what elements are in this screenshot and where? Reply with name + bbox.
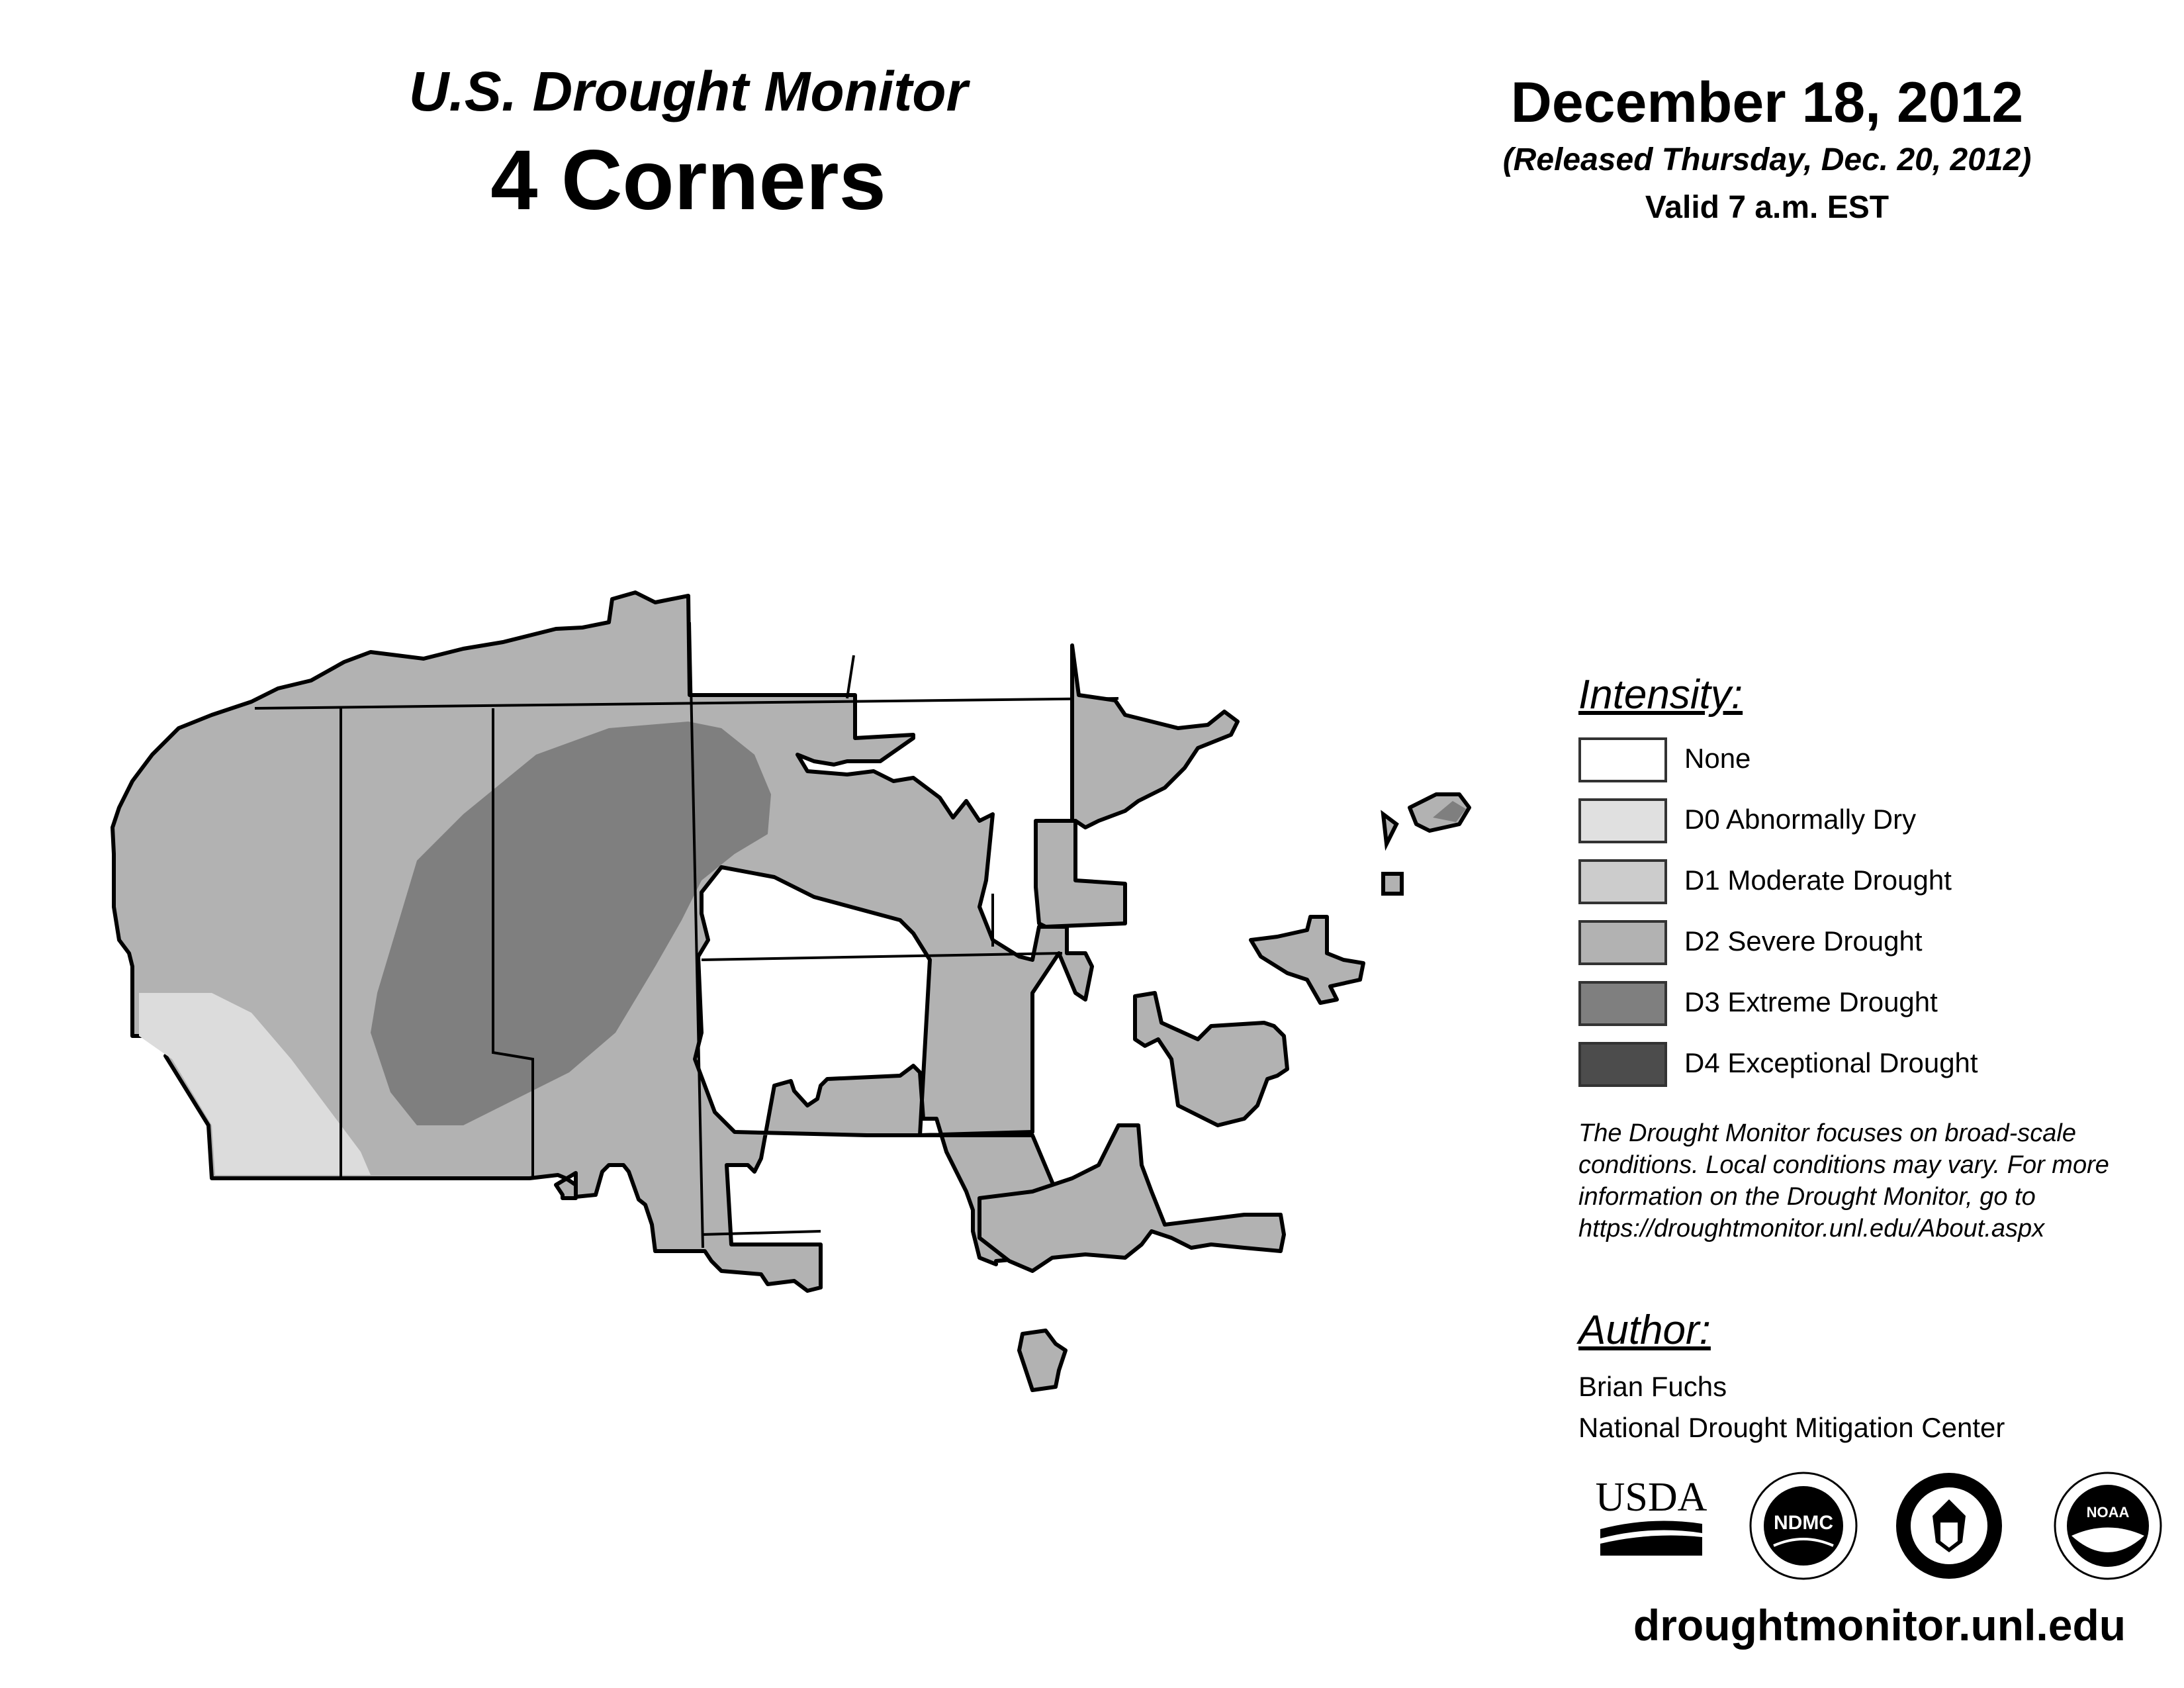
author-name: Brian Fuchs bbox=[1578, 1371, 1727, 1402]
ndmc-logo-text: NDMC bbox=[1774, 1512, 1833, 1534]
legend-item-d0 bbox=[1578, 793, 2174, 854]
legend-item-d4 bbox=[1578, 1037, 2174, 1098]
legend-swatch bbox=[1578, 737, 1667, 782]
ndmc-logo bbox=[1747, 1470, 1860, 1582]
partner-logos bbox=[1582, 1470, 2177, 1595]
valid-date: December 18, 2012 bbox=[1510, 71, 2024, 134]
valid-time: Valid 7 a.m. EST bbox=[1645, 190, 1889, 225]
release-date: (Released Thursday, Dec. 20, 2012) bbox=[1502, 142, 2032, 177]
legend-item-d1 bbox=[1578, 854, 2174, 915]
legend bbox=[1578, 669, 2174, 1098]
legend-label: D3 Extreme Drought bbox=[1684, 986, 1938, 1017]
note-url[interactable]: https://droughtmonitor.unl.edu/About.aspx bbox=[1578, 1215, 2045, 1243]
legend-swatch bbox=[1578, 1042, 1667, 1087]
note-line: information on the Drought Monitor, go to bbox=[1578, 1183, 2036, 1211]
legend-label: None bbox=[1684, 743, 1751, 774]
author-heading: Author: bbox=[1578, 1307, 1711, 1353]
author-block bbox=[1578, 1304, 2174, 1448]
legend-label: D0 Abnormally Dry bbox=[1684, 804, 1917, 835]
map-title: 4 Corners bbox=[490, 133, 886, 228]
map-subtitle: U.S. Drought Monitor bbox=[408, 60, 968, 122]
legend-label: D2 Severe Drought bbox=[1684, 925, 1923, 957]
website-link[interactable]: droughtmonitor.unl.edu bbox=[1633, 1601, 2126, 1650]
legend-swatch bbox=[1578, 920, 1667, 965]
usda-logo-text: USDA bbox=[1595, 1475, 1707, 1520]
commerce-seal-logo bbox=[1893, 1470, 2005, 1582]
region-south-island bbox=[1019, 1331, 1066, 1390]
region-ne-sliver bbox=[1383, 814, 1396, 844]
region-ne-islands-a bbox=[1251, 917, 1363, 1003]
author-org: National Drought Mitigation Center bbox=[1578, 1412, 2005, 1443]
usda-logo bbox=[1595, 1470, 1707, 1569]
legend-item-none bbox=[1578, 732, 2174, 793]
legend-item-d3 bbox=[1578, 976, 2174, 1037]
legend-item-d2 bbox=[1578, 915, 2174, 976]
legend-label: D4 Exceptional Drought bbox=[1684, 1047, 1978, 1078]
legend-swatch bbox=[1578, 859, 1667, 904]
legend-swatch bbox=[1578, 798, 1667, 843]
legend-heading: Intensity: bbox=[1578, 672, 1743, 718]
legend-label: D1 Moderate Drought bbox=[1684, 865, 1952, 896]
legend-swatch bbox=[1578, 981, 1667, 1026]
noaa-logo bbox=[2052, 1470, 2164, 1582]
region-east bbox=[1036, 821, 1125, 927]
note-line: conditions. Local conditions may vary. For more bbox=[1578, 1151, 2109, 1179]
note-line: The Drought Monitor focuses on broad-scale bbox=[1578, 1119, 2076, 1147]
region-central-east bbox=[1072, 645, 1238, 827]
disclaimer-note bbox=[1578, 1117, 2174, 1244]
region-southeast-a bbox=[1135, 993, 1287, 1125]
noaa-logo-text: NOAA bbox=[2086, 1504, 2130, 1521]
region-ne-small bbox=[1383, 874, 1402, 894]
